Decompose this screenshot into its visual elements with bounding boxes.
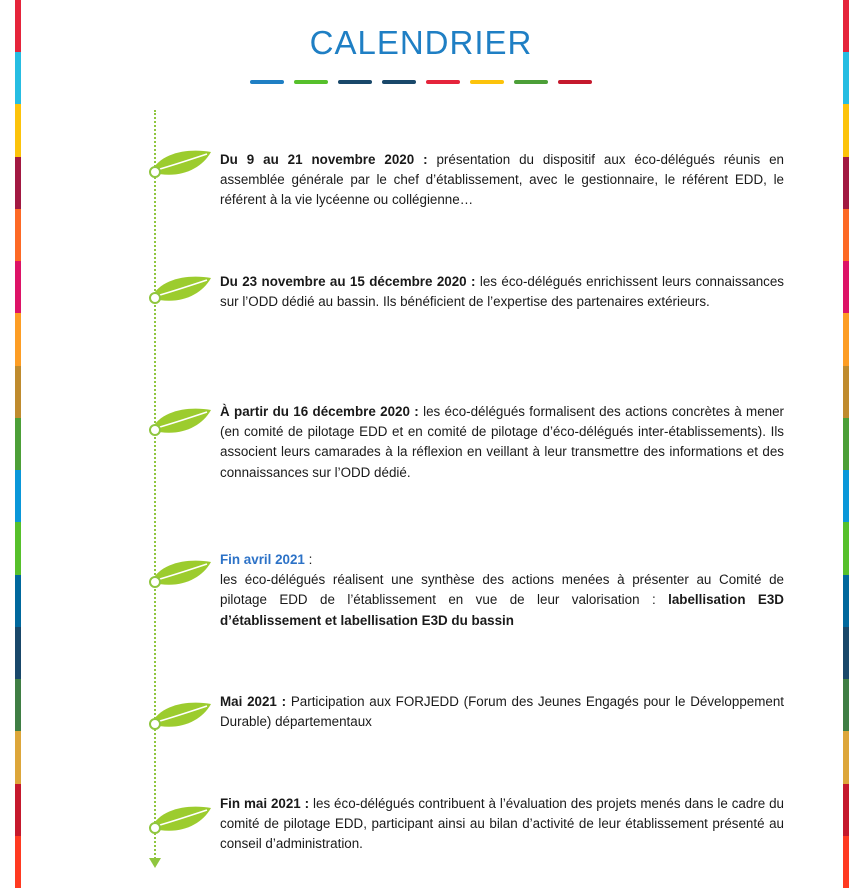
color-band-segment [843, 784, 849, 836]
entry-text: les éco-délégués réalisent une synthèse des actions menées à présenter au Comité de pilotage EDD de l’établissement en vue de leur valorisation : [220, 572, 784, 608]
color-band-segment [15, 784, 21, 836]
color-band-segment [15, 470, 21, 522]
timeline-entry [220, 150, 784, 211]
entry-text: présentation du dispositif aux éco-délégués réunis en assemblée générale par le chef d’établissement, avec le gestionnaire, le référent EDD, le référent à la vie lycéenne ou collégienne… [220, 152, 784, 208]
entry-date-suffix: : [304, 552, 313, 567]
leaf-icon [143, 698, 215, 734]
title-underline-dashes [250, 80, 592, 84]
timeline-entry [220, 550, 784, 631]
color-band-segment [843, 0, 849, 52]
color-band-segment [15, 104, 21, 156]
leaf-icon [143, 404, 215, 440]
color-band-segment [15, 575, 21, 627]
color-band-segment [843, 104, 849, 156]
entry-text: les éco-délégués enrichissent leurs connaissances sur l’ODD dédié au bassin. Ils bénéficient de l’expertise des partenaires extérieurs. [220, 274, 784, 310]
color-band-segment [15, 679, 21, 731]
leaf-icon [143, 146, 215, 182]
color-band-segment [15, 836, 21, 888]
color-band-segment [843, 470, 849, 522]
color-band-segment [843, 627, 849, 679]
timeline-entry [220, 794, 784, 855]
title-dash [250, 80, 284, 84]
color-band-segment [843, 418, 849, 470]
color-band-segment [15, 627, 21, 679]
timeline-line [154, 110, 156, 862]
entry-text: les éco-délégués contribuent à l’évaluation des projets menés dans le cadre du comité de pilotage EDD, participant ainsi au bilan d’activité de leur établissement présenté au conseil d’administration. [220, 796, 784, 852]
entry-date: À partir du 16 décembre 2020 : [220, 404, 419, 419]
color-band-segment [843, 836, 849, 888]
color-band-segment [15, 731, 21, 783]
timeline-entry [220, 272, 784, 312]
title-dash [558, 80, 592, 84]
leaf-icon [143, 802, 215, 838]
entry-date: Du 23 novembre au 15 décembre 2020 : [220, 274, 476, 289]
page-title: CALENDRIER [309, 24, 533, 61]
color-band-segment [843, 679, 849, 731]
entry-date: Mai 2021 : [220, 694, 287, 709]
left-color-band [15, 0, 21, 888]
color-band-segment [843, 52, 849, 104]
color-band-segment [15, 418, 21, 470]
color-band-segment [15, 366, 21, 418]
color-band-segment [843, 575, 849, 627]
color-band-segment [843, 261, 849, 313]
title-dash [470, 80, 504, 84]
timeline-arrow-icon [149, 858, 161, 868]
color-band-segment [843, 209, 849, 261]
color-band-segment [15, 209, 21, 261]
color-band-segment [15, 157, 21, 209]
entry-date: Fin avril 2021 [220, 552, 305, 567]
title-dash [294, 80, 328, 84]
leaf-icon [143, 272, 215, 308]
color-band-segment [843, 313, 849, 365]
entry-text: Participation aux FORJEDD (Forum des Jeunes Engagés pour le Développement Durable) départementaux [220, 694, 784, 730]
color-band-segment [15, 261, 21, 313]
title-dash [514, 80, 548, 84]
color-band-segment [843, 522, 849, 574]
title-dash [426, 80, 460, 84]
entry-text: les éco-délégués formalisent des actions concrètes à mener (en comité de pilotage EDD et en comité de pilotage d’éco-délégués inter-établissements). Ils associent leurs camarades à la réflexion en veillant à leur transmettre des informations et des connaissances sur l’ODD dédié. [220, 404, 784, 480]
color-band-segment [843, 731, 849, 783]
right-color-band [843, 0, 849, 888]
color-band-segment [15, 313, 21, 365]
timeline-entry [220, 692, 784, 732]
entry-date: Du 9 au 21 novembre 2020 : [220, 152, 428, 167]
entry-date: Fin mai 2021 : [220, 796, 310, 811]
color-band-segment [843, 366, 849, 418]
title-dash [338, 80, 372, 84]
color-band-segment [843, 157, 849, 209]
color-band-segment [15, 522, 21, 574]
timeline-entry [220, 402, 784, 483]
title-dash [382, 80, 416, 84]
entry-text-bold: labellisation E3D d’établissement et labellisation E3D du bassin [220, 592, 784, 628]
leaf-icon [143, 556, 215, 592]
